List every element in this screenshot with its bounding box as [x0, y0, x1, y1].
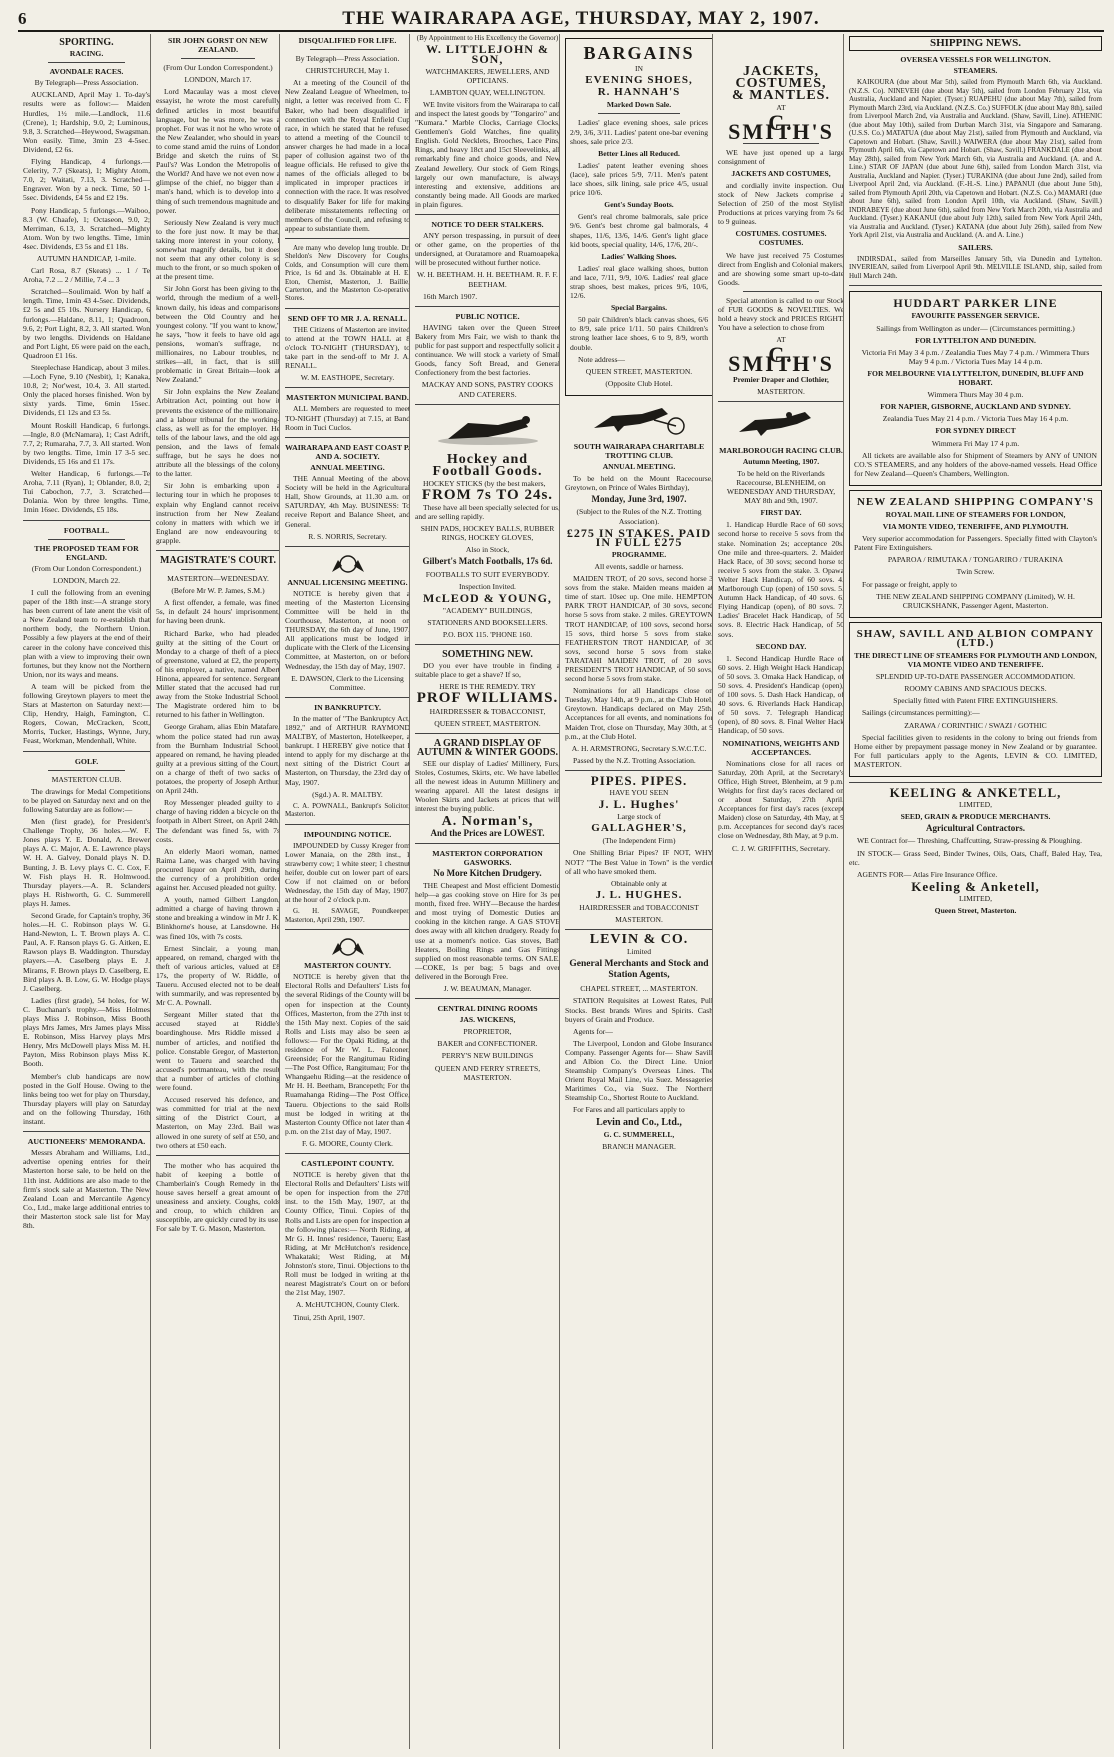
- programme-heading: PROGRAMME.: [611, 549, 667, 559]
- sunday-paragraph: Gent's real chrome balmorals, sale price 9/6. Gent's best chrome gal balmorals, 4 shapes, 11/6, 13/6, 14/6. Gent's light glace kid boots, special quality, 14/6, 17/6, 20/-.: [570, 212, 708, 249]
- golf-paragraph: Ladies (first grade), 54 holes, for W. C. Buchanan's trophy.—Miss Holmes plays Miss J. Robinson, Miss Booth plays Mrs James, Mrs James plays Miss E. Robinson, Miss Harvey plays Mrs Henry, Mrs McDowell plays Miss M. H. Payton, Miss Robinson plays Miss K. Booth.: [23, 995, 150, 1069]
- steamers-heading: STEAMERS.: [953, 66, 998, 76]
- column-ads-b: [559, 34, 718, 1749]
- auctioneers-paragraph: Messrs Abraham and Williams, Ltd., advertise opening entries for their Masterton horse sale, to be held on the 11th inst. Additions are also made to the firm's stock sale at Masterton. The New Zealand Loan and Mercantile Agency Co., Ltd., make large additional entries to their Masterton stock sale list for May 8th.: [23, 1148, 150, 1230]
- levin-ltd: Levin and Co., Ltd.,: [596, 1116, 682, 1128]
- nzship-apply: For passage or freight, apply to: [862, 579, 957, 589]
- shaw-box: [849, 622, 1102, 777]
- melbourne-rows: Wimmera Thurs May 30 4 p.m.: [927, 390, 1024, 400]
- independent-firm: (The Independent Firm): [602, 836, 676, 846]
- impounding-heading: IMPOUNDING NOTICE.: [303, 829, 392, 839]
- impounding-signature: G. H. SAVAGE, Poundkeeper, Masterton, April 29th, 1907.: [285, 907, 410, 924]
- auctioneers-heading: AUCTIONEERS' MEMORANDA.: [27, 1137, 146, 1147]
- nominations-signature: A. H. ARMSTRONG, Secretary S.W.C.T.C.: [571, 743, 707, 753]
- deer-heading: NOTICE TO DEER STALKERS.: [431, 220, 544, 229]
- keeling-name: KEELING & ANKETELL,: [889, 785, 1062, 801]
- smith-town: MASTERTON.: [757, 386, 805, 396]
- racehorse-illustration: [731, 408, 831, 440]
- shaw-fitted: Specially fitted with Patent FIRE EXTINGUISHERS.: [893, 696, 1058, 706]
- shaw-name: SHAW, SAVILL AND ALBION COMPANY (LTD.): [856, 627, 1095, 649]
- grand-display-paragraph: SEE our display of Ladies' Millinery, Furs, Stoles, Costumes, Skirts, etc. We have labelled all the newest ideas in Autumn Millinery and wearing apparel. All the latest designs in Woolen Skirts and Jackets at prices that will interest the buying public.: [415, 758, 560, 814]
- shaw-sailings: Sailings (circumstances permitting):—: [862, 708, 980, 718]
- levin-fares: For Fares and all particulars apply to: [573, 1105, 685, 1115]
- sendoff-signature: W. M. EASTHOPE, Secretary.: [300, 373, 395, 383]
- dining-trade: BAKER and CONFECTIONER.: [437, 1039, 538, 1049]
- golf-heading: GOLF.: [74, 756, 99, 766]
- annual-meeting-heading: ANNUAL MEETING.: [310, 462, 385, 472]
- trotting-heading: SOUTH WAIRARAPA CHARITABLE TROTTING CLUB.: [573, 441, 705, 460]
- footballs-line: FOOTBALLS TO SUIT EVERYBODY.: [425, 569, 550, 579]
- royal-arms-emblem: [328, 935, 368, 959]
- better-paragraph: Ladies' patent leather evening shoes (lace), sale prices 5/9, 7/11. Men's patent lace shoes, silk lining, sale price 4/5, usual price 10/6.: [570, 160, 708, 198]
- gorst-paragraph: Seriously New Zealand is very much to the fore just now. It may be that, taking more interest in your colony, I somewhat magnify details, but it does not seem that any other colony is so much to the front, or so much spoken of at the present time.: [156, 217, 280, 282]
- walking-paragraph: Ladies' real glace walking shoes, button and lace, 7/11, 9/9, 10/6. Ladies' real glace strap shoes, best makes, prices 9/6, 10/6, 12/6.: [570, 263, 708, 301]
- dining-buildings: PERRY'S NEW BUILDINGS: [441, 1051, 534, 1061]
- jlh-trade: HAIRDRESSER and TOBACCONIST: [579, 902, 699, 912]
- have-you-seen: HAVE YOU SEEN: [609, 788, 669, 797]
- ladies-paragraph: Ladies' glace evening shoes, sale prices 2/9, 3/6, 3/11. Ladies' patent one-bar evening shoes, sale price 2/3.: [570, 118, 708, 146]
- shaw-accommodation: SPLENDID UP-TO-DATE PASSENGER ACCOMMODATION.: [875, 672, 1076, 682]
- gallagher-paragraph: One Shilling Briar Pipes? IF NOT, WHY NOT? "The Best Value in Town" is the verdict of all who have smoked them.: [565, 848, 713, 876]
- magistrate-before: (Before Mr W. P. James, S.M.): [171, 586, 265, 596]
- gorst-heading: SIR JOHN GORST ON NEW ZEALAND.: [168, 36, 268, 55]
- castlepoint-signature: A. McHUTCHON, County Clerk.: [295, 1300, 400, 1310]
- appointment-line: (By Appointment to His Excellency the Governor): [416, 34, 559, 42]
- team-heading: THE PROPOSED TEAM FOR ENGLAND.: [34, 543, 139, 562]
- mcleod-trade: STATIONERS AND BOOKSELLERS.: [427, 617, 548, 627]
- costumes-title: COSTUMES,: [735, 76, 827, 92]
- mcleod-name: McLEOD & YOUNG,: [423, 590, 552, 605]
- bankruptcy-heading: IN BANKRUPTCY.: [314, 702, 381, 712]
- column-notices: [279, 34, 415, 1749]
- magistrate-paragraph: Roy Messenger pleaded guilty to a charge of having ridden a bicycle on the footpath in Albert Street, on April 24th. The defendant was fined 5s, with 7s costs.: [156, 798, 280, 844]
- melbourne-heading: FOR MELBOURNE VIA LYTTELTON, DUNEDIN, BLUFF AND HOBART.: [867, 368, 1084, 388]
- annual-meeting: ANNUAL MEETING.: [602, 462, 676, 472]
- team-date: LONDON, March 22.: [52, 575, 121, 585]
- hockey-items: SHIN PADS, HOCKEY BALLS, RUBBER RINGS, HOCKEY GLOVES,: [420, 524, 555, 543]
- nzship-vessels: PAPAROA / RIMUTAKA / TONGARIRO / TURAKINA: [887, 555, 1064, 565]
- nzship-line: ROYAL MAIL LINE OF STEAMERS FOR LONDON,: [885, 509, 1066, 519]
- trotting-stakes: £275 IN STAKES. PAID IN FULL £275: [566, 525, 712, 549]
- bankruptcy-solicitor: C. A. POWNALL, Bankrupt's Solicitor, Masterton.: [285, 801, 410, 819]
- public-notice-paragraph: HAVING taken over the Queen Street Bakery from Mrs Fair, we wish to thank the public for past support and respectfully solicit a continuance. We will stock a variety of Small Goods, fancy Soft Bread, and General Confectionery from the best factories.: [415, 322, 560, 378]
- costumes-repeat: COSTUMES. COSTUMES. COSTUMES.: [735, 229, 827, 248]
- marked-down: Marked Down Sale.: [606, 100, 672, 110]
- levin-agents-list: The Liverpool, London and Globe Insurance Company. Passenger Agents for— Shaw Savill and Albion Co. the Direct Line. Union Steamship Company's Overseas Lines. The Orient Royal Mail Line, via Suez. Messageries Maritimes Co., via Suez. The Northern Steamship Co., Shortest Route to Auckland.: [565, 1038, 713, 1103]
- shaw-note: Special facilities given to residents in the colony to bring out friends from Home either by prepayment passage money in New Zealand or by guarantee. For full particulars apply to the Agents, LEVIN & CO. LIMITED, MASTERTON.: [854, 732, 1097, 769]
- dining-heading: CENTRAL DINING ROOMS: [437, 1004, 538, 1014]
- racing-heading: RACING.: [69, 49, 104, 59]
- prof-williams-address: QUEEN STREET, MASTERTON.: [434, 718, 541, 728]
- public-notice-heading: PUBLIC NOTICE.: [455, 311, 520, 321]
- masterton-county-heading: MASTERTON COUNTY.: [304, 961, 391, 971]
- football-goods-title: Football Goods.: [432, 463, 543, 479]
- mount-paragraph: Mount Roskill Handicap, 6 furlongs.—Ingle, 8.0 (McNamara), 1; Cast Adrift, 7.7, 2; Rumaraha, 7.7, 3. All started. Won by two lengths. Time, 1min 17 3-5 sec. Dividends, £5 16s and £1 17s.: [23, 420, 150, 466]
- nominations-paragraph: Nominations for all Handicaps close on Tuesday, May 14th, at 9 p.m., at the Club Hotel, Greytown. Handicaps declared on May 25th. Acceptances for all events, and nominations for Maiden Trot, close on Thursday, May 30th, at 9 p.m., at the Club Hotel.: [565, 686, 713, 741]
- masthead: [18, 8, 1104, 32]
- steamers-list: KAIKOURA (due about Mar 5th), sailed from Plymouth March 6th, via Auckland. (N.Z.S. Co). NINEVEH (due about May 5th), sailed from London February 21st, via Australia, Auckland and Napier. (Tyser.) RUAPEHU (due about May 7th), sailed from Plymouth March 23rd, via Auckland. (N.Z.S. Co.) SUFFOLK (due about May 8th), sailed from Liverpool March 2nd, via Australia and Auckland. (Shaw, Savill, Line). ATHENIC (due about May 10th), sailed from Durban March 31st, via Singapore and Samarang. (U.S.S. Co.) MATATUA (due about May 21st), sailed from Plymouth and Auckland, via Capetown and Hobart. (Shaw, Savill.) WAIWERA (due about May 21st), sailed from Plymouth April 6th, via Capetown and Hobart. (Shaw, Savill.) FRANKDALE (due about May 28th), sailed from New York March 6th, via Australia and Auckland. (A. and A. Line.) STAR OF JAPAN (due about June 6th), sailed from London March 31st, via Australia, Auckland and Napier. (Tyser.) TURAKINA (due about June 2nd), sailed from Liverpool April 2nd, via Auckland. (F.-H.-S. Line.) PAPANUI (due about June 5th), sailed from Plymouth April 20th, via Capetown and Hobart. (N.Z.S. Co.) MAMARI (due about June 6th), sailed from London April 10th, via Auckland. (Shaw, Savill.) INDRABEYE (due about June 6th), sailed from New York March 20th, via Australia and Auckland. (Tyser.) KAKANUI (due about July 12th), sailed from New York April 24th, via Australia and Auckland. (Tyser.) KATANA (due about July 26th), sailed from New York April 21st, via Australia and Auckland. (A. and A. Line.): [849, 78, 1102, 240]
- dining-proprietor: PROPRIETOR,: [463, 1027, 512, 1037]
- jlh-name: J. L. HUGHES.: [595, 888, 683, 901]
- note-address: Note address—: [578, 354, 626, 364]
- golf-paragraph: Men (first grade), for President's Challenge Trophy, 36 holes.—W. F. Jones plays Y. E. Donald, A. Brewer plays A. C. Major, A. E. Lawrence plays W. H. A. Galvey, Donald plays N. D. Bunting, J. B. Levy plays C. C. Cox, F. W. Fish plays H. R. Holmwood. Thursday players.—A. R. Sclanders plays H. Rishworth, G. C. Summerell plays H. James.: [23, 817, 150, 908]
- keeling-name: Keeling & Anketell,: [911, 878, 1040, 894]
- at-line: AT: [776, 103, 786, 113]
- trotting-date: Monday, June 3rd, 1907.: [591, 494, 687, 505]
- smith-paragraph: and cordially invite inspection. Our stock of New Jackets comprise a Selection of 250 of the most Stylish Productions at prices varying from 7s 6d to 9 guineas.: [718, 180, 844, 227]
- sendoff-heading: SEND OFF TO MR J. A. RENALL.: [287, 313, 408, 323]
- keeling-trade: SEED, GRAIN & PRODUCE MERCHANTS.: [900, 812, 1051, 822]
- team-paragraph: A team will be picked from the following Greytown players to meet the Stars at Masterton on Saturday next:—Clip, Hendry, Haigh, Famington, C. Rogers, Cowan, McCracken, Scott, Morris, Tucker, Hastings, Wynne, Jury, Feast, Workman, Mendenhall, White.: [23, 681, 150, 746]
- band-paragraph: ALL Members are requested to meet TO-NIGHT (Thursday) at 7.15, at Band Room in Tuci Cuclos.: [285, 404, 410, 432]
- twin-screw: Twin Screw.: [956, 567, 995, 577]
- huddart-name: HUDDART PARKER LINE: [893, 296, 1058, 311]
- oversea-heading: OVERSEA VESSELS FOR WELLINGTON.: [900, 55, 1051, 65]
- bankruptcy-paragraph: In the matter of "The Bankruptcy Act, 1892," and of ARTHUR RAYMOND MALTBY, of Masterton, Hotelkeeper, a bankrupt. I HEREBY give notice that I intend to apply for my discharge at the next sitting of the District Court at Masterton, on Thursday, the 23rd day of May, 1907.: [285, 713, 410, 787]
- dining-name: JAS. WICKENS,: [459, 1015, 516, 1025]
- special-paragraph: 50 pair Children's black canvas shoes, 6/6 to 8/9, sale price 1/11. 50 pairs Children's strong leather lace shoes, 6 to 9, 8/9, worth double.: [570, 315, 708, 352]
- avondale-byline: By Telegraph—Press Association.: [34, 78, 139, 88]
- huddart-box: [849, 291, 1102, 486]
- hockey-paragraph: These have all been specially selected for us, and are selling rapidly.: [415, 502, 560, 522]
- golf-paragraph: The drawings for Medal Competitions to be played on Saturday next and on the following Saturday are as follow:—: [23, 786, 150, 814]
- summerell-name: G. C. SUMMERELL,: [603, 1129, 675, 1139]
- disqualified-byline: By Telegraph—Press Association.: [295, 54, 400, 64]
- prof-williams-trade: HAIRDRESSER & TOBACCONIST,: [429, 706, 546, 716]
- nzship-paragraph: Very superior accommodation for Passengers. Specially fitted with Clayton's Patent Fire Extinguishers.: [854, 534, 1097, 553]
- castlepoint-date: Tinui, 25th April, 1907.: [293, 1312, 365, 1322]
- remedy-line: HERE IS THE REMEDY. TRY: [439, 682, 536, 692]
- shaw-line: THE DIRECT LINE OF STEAMERS FOR PLYMOUTH AND LONDON, VIA MONTE VIDEO AND TENERIFFE.: [854, 651, 1097, 670]
- mcleod-box: P.O. BOX 115. 'PHONE 160.: [442, 630, 533, 639]
- steeple-paragraph: Steeplechase Handicap, about 3 miles.—Loch Fyne, 9.10 (Nesbit), 1; Kanaka, 10.8, 2; Nor'west, 10.4, 3. All started. Only the placed horses finished. Won by sixty yards. Time, 6min 15sec. Dividends, £1 12s and £3 5s.: [23, 363, 150, 418]
- norman-prices: And the Prices are LOWEST.: [430, 827, 545, 838]
- hockey-sticks: HOCKEY STICKS (by the best makers,: [423, 478, 546, 488]
- annual-meeting-paragraph: THE Annual Meeting of the above Society will be held in the Agricultural Hall, Show Grounds, at 11.30 a.m. on SATURDAY, 4th May. BUSINESS: To receive Report and Balance Sheet, and General.: [285, 474, 410, 529]
- magistrate-paragraph: An elderly Maori woman, named Raima Lane, was charged with having procured liquor on April 29th, during the currency of a prohibition order against her. Accused pleaded not guilty.: [156, 846, 280, 893]
- licensing-signature: E. DAWSON, Clerk to the Licensing Committee.: [291, 673, 404, 692]
- football-heading: FOOTBALL.: [63, 525, 110, 535]
- huddart-note: All tickets are available also for Shipment of Steamers by ANY of UNION CO.'S STEAMERS, and any holders of the above-named vessels. Head Office for New Zealand—Queen's Chambers, Wellington.: [854, 450, 1097, 478]
- keeling-address: Queen Street, Masterton.: [934, 905, 1017, 915]
- second-day: SECOND DAY.: [755, 641, 807, 651]
- special-attention: Special attention is called to our Stock of FUR GOODS & NOVELTIES. We hold a heavy stock and PRICES RIGHT. You have a selection to chose from: [718, 295, 844, 333]
- nominations-signature: C. J. W. GRIFFITHS, Secretary.: [731, 843, 830, 853]
- shaw-rooms: ROOMY CABINS AND SPACIOUS DECKS.: [904, 684, 1047, 694]
- licensing-heading: ANNUAL LICENSING MEETING.: [287, 577, 408, 587]
- lyttelton-rows: Victoria Fri May 3 4 p.m. / Zealandia Tues May 7 4 p.m. / Wimmera Thurs May 9 4 p.m. / Victoria Tues May 14 4 p.m.: [861, 347, 1090, 366]
- huddart-sailings: Sailings from Wellington as under— (Circumstances permitting.): [876, 323, 1075, 333]
- sydney-rows: Wimmera Fri May 17 4 p.m.: [931, 438, 1020, 448]
- sporting-heading: SPORTING.: [59, 37, 114, 48]
- shipping-heading: SHIPPING NEWS.: [849, 36, 1102, 51]
- keeling-limited: LIMITED,: [958, 800, 993, 810]
- trotting-paragraph: To be held on the Mount Racecourse, Greytown, on Prince of Wales Birthday),: [565, 474, 713, 493]
- autumn-meeting: Autumn Meeting, 1907.: [742, 456, 820, 466]
- programme-note: All events, saddle or harness.: [594, 561, 684, 571]
- column-gorst: [150, 34, 285, 1749]
- huddart-favourite: FAVOURITE PASSENGER SERVICE.: [911, 311, 1040, 321]
- smith-name: C. SMITH'S: [728, 342, 834, 377]
- sailers-heading: SAILERS.: [958, 242, 993, 252]
- band-heading: MASTERTON MUNICIPAL BAND.: [286, 393, 409, 403]
- nzship-name: NEW ZEALAND SHIPPING COMPANY'S: [856, 495, 1095, 508]
- public-notice-firm: MACKAY AND SONS, PASTRY COOKS AND CATERERS.: [421, 380, 554, 399]
- sunday-boots: Gent's Sunday Boots.: [604, 200, 674, 210]
- first-day: FIRST DAY.: [760, 508, 802, 518]
- lyttelton-heading: FOR LYTTELTON AND DUNEDIN.: [915, 335, 1036, 345]
- better-lines: Better Lines all Reduced.: [598, 148, 680, 158]
- avondale-paragraph: AUCKLAND, April May 1. To-day's results were as follow:— Maiden Hurdles, 1½ mile.—Landlock, 11.6 (Crene), 1; Hardship, 9.0, 2; Luminous, 9.8, 3. Scratched—Heywood, Swagsman. Won easily. Time, 3min 23 4-5sec. Dividend, £2 6s.: [23, 90, 150, 154]
- avondale-paragraph: Pony Handicap, 5 furlongs.—Waiboo, 8.3 (W. Chaafe), 1; Octaseon, 9.0, 2; Merriman, 6.13, 3. Scratched—Mighty Atom. Won by two lengths. Time, 1min 4sec. Dividends, £3 5s and £1 18s.: [23, 205, 150, 251]
- impounding-paragraph: IMPOUNDED by Cussy Kreger from Lower Manaia, on the 28th inst., 1 strawberry cow; 1 white steer; 1 chestnut heifer, double cut on lower part of ears. Cow if not claimed on or before Wednesday, the 15th day of May, 1907, at the hour of 2 o'clock p.m.: [285, 840, 410, 905]
- agents-paragraph: AGENTS FOR— Atlas Fire Insurance Office.: [857, 869, 998, 879]
- avondale-heading: AVONDALE RACES.: [49, 67, 124, 77]
- gorst-byline: (From Our London Correspondent.): [163, 63, 273, 73]
- nominations-heading: NOMINATIONS, WEIGHTS AND ACCEPTANCES.: [722, 738, 840, 757]
- littlejohn-name: W. LITTLEJOHN & SON,: [426, 42, 549, 66]
- littlejohn-trade: WATCHMAKERS, JEWELLERS, AND OPTICIANS.: [425, 66, 550, 85]
- licensing-paragraph: NOTICE is hereby given that a meeting of the Masterton Licensing Committee will be held in the Courthouse, Masterton, at noon on THURSDAY, the 6th day of June, 1907. All applications must be lodged in duplicate with the Clerk of the Licensing Committee, at Masterton, on or before Wednesday, the 15th day of May, 1907.: [285, 588, 410, 671]
- levin-limited: Limited: [626, 947, 652, 957]
- magistrate-paragraph: Richard Barke, who had pleaded guilty at the sitting of the Court on Monday to a charge of theft of a piece of greenstone, valued at £2, the property of his employer, a native, named Albert Hinona, appeared for sentence. Sergeant Miller stated that the accused had run away from the Stoke Industrial School. The Magistrate ordered him to be returned to his father in Wellington.: [156, 628, 280, 720]
- wairarapa-society-heading: WAIRARAPA AND EAST COAST P. AND A. SOCIETY.: [285, 442, 410, 461]
- pipes-title: PIPES. PIPES.: [590, 772, 688, 788]
- nzship-via: VIA MONTE VIDEO, TENERIFFE, AND PLYMOUTH.: [882, 522, 1069, 532]
- magistrate-paragraph: Sergeant Miller stated that the accused stayed at Riddle's boardinghouse. Mrs Riddle missed a number of articles, and notified the police. Constable Gregor, of Masterton, went to Taueru and searched the accused's portmanteau, with the result that a number of articles of clothing were found.: [156, 1010, 280, 1093]
- hockey-title: Hockey and: [446, 451, 529, 467]
- smith-name: C. SMITH'S: [728, 110, 834, 145]
- evening-shoes: EVENING SHOES,: [585, 74, 693, 87]
- disqualified-paragraph: At a meeting of the Council of the New Zealand League of Wheelmen, to-night, a letter was received from C. F. Baker, who had been disqualified in connection with the Royal Enfield Cup race, in which he stated that he refused to attend a meeting of the Council to answer charges he had made in a local paper of collusion against two of the league officials. He refused to give the names of the officials alleged to be implicated in improper practices in connection with the race. It was resolved to disqualify Baker for life for making deliberate misstatements reflecting on members of the Council, and refusing to appear to substantiate them.: [285, 78, 410, 233]
- levin-paragraph: STATION Requisites at Lowest Rates, Pull Stocks. Best brands Wires and Spirits. Cash buyers of Grain and Produce.: [565, 996, 713, 1024]
- trotting-subject: (Subject to the Rules of the N.Z. Trotting Association).: [576, 507, 702, 526]
- dining-address: QUEEN AND FERRY STREETS, MASTERTON.: [434, 1063, 541, 1082]
- masthead-title: THE WAIRARAPA AGE, THURSDAY, MAY 2, 1907.: [342, 8, 820, 29]
- team-paragraph: I cull the following from an evening paper of the 18th inst:—A strange story has been current of late anent the visit of a New Zealand team to re-establish that northern body, the Northern Union. Possibly a few players at the end of their career in the colony have conceived this plan with a view to improving their own fortunes, but they know not the Northern Union, nor its ways and means.: [23, 587, 150, 679]
- levin-address: CHAPEL STREET, ... MASTERTON.: [580, 984, 698, 994]
- lung-ad: Are many who develop lung trouble. Dr. Sheldon's New Discovery for Coughs, Colds, and Consumption will cure them. Price, 1s 6d and 3s. Obtainable at H. E. Eton, Chemist, Masterton, J. Baillie, Carterton, and the Masterton Co-operative Stores.: [285, 243, 410, 303]
- avondale-paragraph: Flying Handicap, 4 furlongs.—Celerity, 7.7 (Skeats), 1; Mighty Atom, 7.0, 2; Waitati, 7.13, 3. Scratched—Engraver. Won by a neck. Time, 50 1-5sec. Dividends, £4 5s and £2 19s.: [23, 157, 150, 203]
- magistrate-paragraph: George Graham, alias Ebin Matafare, whom the police stated had run away from the Burnham Industrial School, appeared on remand, he having pleaded guilty at a previous sitting of the Court, on a charge of theft of two sacks of potatoes, the property of Joseph Arthur, on April 24th.: [156, 722, 280, 796]
- deer-paragraph: ANY person trespassing, in pursuit of deer or other game, on the properties of the undersigned, at Ouratamore and Ruamoapeka, will be prosecuted without further notice.: [415, 231, 560, 268]
- magistrate-paragraph: Accused reserved his defence, and was committed for trial at the next sitting of the District Court, at Masterton, on May 23rd. Bail was allowed in one surety of self at £50, and two others at £50 each.: [156, 1095, 280, 1150]
- deer-signature: W. H. BEETHAM. H. H. BEETHAM. R. F. F. BEETHAM.: [417, 270, 558, 289]
- obtainable-line: Obtainable only at: [610, 878, 668, 888]
- nominations-paragraph: Nominations close for all races on Saturday, 20th April, at the Secretary's Office, High Street, Blenheim, at 9 p.m. Weights for first day's races declared on or about Saturday, 27th April. Acceptances for first day's races (except Maiden) close on Saturday, 4th May, at 9 p.m. Acceptances for second day's races close on Wednesday, 8th May, at 9 p.m.: [718, 758, 844, 841]
- jlh-address: MASTERTON.: [615, 915, 663, 925]
- welter-paragraph: Welter Handicap, 6 furlongs.—Te Aroha, 7.11 (Ryan), 1; Oblander, 8.0, 2; Tui Cabochon, 7.7, 3. Scratched—Dolania. Won by three lengths. Time, 1min 16sec. Dividends, £5 18s.: [23, 469, 150, 515]
- branch-manager: BRANCH MANAGER.: [602, 1141, 676, 1151]
- hockey-price: FROM 7s TO 24s.: [421, 486, 554, 503]
- bargains-title: BARGAINS: [583, 43, 695, 63]
- agri-heading: Agricultural Contractors.: [926, 823, 1025, 834]
- kitchen-signature: J. W. BEAUMAN, Manager.: [443, 984, 532, 993]
- something-new-paragraph: DO you ever have trouble in finding a suitable place to get a shave? If so,: [415, 661, 560, 680]
- page-number: 6: [18, 9, 27, 28]
- castlepoint-heading: CASTLEPOINT COUNTY.: [301, 1159, 394, 1168]
- castlepoint-paragraph: NOTICE is hereby given that the Electoral Rolls and Defaulters' Lists will be open for inspection from the 27th inst. to the 15th May, 1907, at the County Office, Tinui. Copies of the Rolls and Lists are open for inspection at the following places:— North Riding, at Mr G. H. Innes' residence, Taueru; East Riding, at Mr McHutchon's residence, Whakataki; West Riding, at Mr Johnston's store, Tinui. Objections to the Roll must be lodged in writing at the nearest Magistrate's Court on or before the 21st May, 1907.: [285, 1170, 410, 1298]
- annual-meeting-signature: R. S. NORRIS, Secretary.: [308, 531, 387, 541]
- disqualified-heading: DISQUALIFIED FOR LIFE.: [298, 36, 397, 45]
- hockey-also: Also in Stock,: [465, 545, 510, 555]
- gasworks-heading: MASTERTON CORPORATION GASWORKS.: [432, 848, 543, 867]
- grand-display-heading: A GRAND DISPLAY OF AUTUMN & WINTER GOODS.: [417, 737, 558, 758]
- hockey-player-illustration: [428, 411, 548, 449]
- jackets-costumes: JACKETS AND COSTUMES,: [731, 168, 831, 178]
- column-shipping: [843, 34, 1107, 1749]
- trotting-horse-illustration: [584, 402, 694, 436]
- programme-paragraph: MAIDEN TROT, of 20 sovs, second horse 3 sovs from the stake. Maiden means maiden at time of start. 10sec up. One mile. HEMPTON PARK TROT HANDICAP, of 30 sovs, second horse 5 sovs from stake. 2 miles. GREYTOWN TROT HANDICAP, of 100 sovs, second horse 15 sovs, third horse 5 sovs from stake. FEATHERSTON TROT HANDICAP, of 30 sovs, second horse 5 sovs from stake. TARATAHI MAIDEN TROT, of 20 sovs. PRESIDENT'S TROT HANDICAP, of 50 sovs, second horse 5 sovs from stake.: [565, 574, 713, 684]
- magistrate-paragraph: Ernest Sinclair, a young man, appeared, on remand, charged with the theft of various articles, valued at £8 17s, the property of W. Riddle, of Taueru. Accused elected not to be dealt with summarily, and was represented by Mr C. A. Pownall.: [156, 943, 280, 1008]
- magistrate-sub: MASTERTON—WEDNESDAY.: [167, 574, 269, 584]
- marlborough-paragraph: To be held on the Riverlands Racecourse, BLENHEIM, on WEDNESDAY AND THURSDAY, MAY 8th and 9th, 1907.: [726, 468, 836, 506]
- mcleod-building: "ACADEMY" BUILDINGS,: [442, 605, 533, 615]
- stock-paragraph: IN STOCK— Grass Seed, Binder Twines, Oils, Oats, Chaff, Baled Hay, Tea, etc.: [849, 848, 1102, 867]
- at-line: AT: [776, 335, 786, 345]
- column-ads-a: [409, 34, 565, 1749]
- column-smith: [712, 34, 849, 1749]
- cough-remedy-ad: The mother who has acquired the habit of keeping a bottle of Chamberlain's Cough Remedy in the house saves herself a great amount of uneasiness and anxiety. Coughs, colds and croup, to which children are susceptible, are quickly cured by its use. For sale by T. G. Mason, Masterton.: [156, 1160, 280, 1234]
- kitchen-heading: No More Kitchen Drudgery.: [433, 867, 542, 878]
- first-day-list: 1. Handicap Hurdle Race of 60 sovs; second horse to receive 5 sovs from the stake. Nomination 2s; acceptance 20s. One mile and three-quarters. 2. Maiden Hack Race, of 30 sovs; second horse to receive 5 sovs from the stake. 3. Opawa Welter Hack Handicap, of 60 sovs. 4. Marlborough Cup (open) of 150 sovs. 5. Autumn Hack Handicap, of 40 sovs. 6. Flying Handicap (open), of 80 sovs. 7. Ladies' Bracelet Hack Handicap, of 50 sovs. 8. Electric Hack Handicap, of 50 sovs.: [718, 520, 844, 639]
- sendoff-paragraph: THE Citizens of Masterton are invited to attend at the TOWN HALL at 8 o'clock TO-NIGHT (THURSDAY), to take part in the send-off to Mr J. A. RENALL.: [285, 324, 410, 371]
- bargains-in: IN: [634, 64, 643, 74]
- magistrate-heading: MAGISTRATE'S COURT.: [160, 554, 276, 566]
- gilbert-footballs: Gilbert's Match Footballs, 17s 6d.: [422, 556, 553, 567]
- hannah-address: QUEEN STREET, MASTERTON.: [585, 366, 693, 376]
- prof-williams-name: PROF WILLIAMS.: [416, 690, 559, 707]
- hannah-bargains-box: [565, 38, 713, 396]
- column-sporting: [18, 34, 155, 1749]
- marlborough-heading: MARLBOROUGH RACING CLUB.: [719, 445, 843, 455]
- hannah-opposite: (Opposite Club Hotel.: [605, 378, 673, 388]
- nzship-agent: THE NEW ZEALAND SHIPPING COMPANY (Limited), W. H. CRUICKSHANK, Passenger Agent, Masterton.: [876, 591, 1075, 610]
- autumn-heading: AUTUMN HANDICAP, 1-mile.: [36, 253, 137, 263]
- magistrate-paragraph: A youth, named Gilbert Langdon, admitted a charge of having thrown a stone and breaking a window in Mr J. K. Blinkhorne's house, at Lansdowne. He was fined 10s, with 7s costs.: [156, 895, 281, 941]
- napier-rows: Zealandia Tues May 21 4 p.m. / Victoria Tues May 16 4 p.m.: [882, 414, 1069, 424]
- littlejohn-paragraph: WE Invite visitors from the Wairarapa to call and inspect the latest goods by "Tongariro" and "Kumara." Marble Clocks, Carriage Clocks, Gentlemen's Gold Watches, fine quality English. Gold Necklets, Brooches, Lace Pins, Rings, and heavy 18ct and 15ct Sleevelinks, all remarkably fine and choice goods, and New Zealand Jewellery. Our stock of Gem Rings, largely our own manufacture, is always interesting and extensive, additions are constantly being made. All Goods are marked in plain figures.: [415, 99, 560, 209]
- levin-name: LEVIN & CO.: [589, 932, 689, 948]
- gorst-paragraph: Sir John Gorst has been giving to the world, through the medium of a well-known daily, his ideas and comparisons between the Old Country and her youngest colony. "If you want to know," he says, "how it feels to have old age pensions, woman's suffrage, no millionaires, no Labour troubles, no strikes—all, in fact, that is still problematic in Great Britain—look at New Zealand.": [156, 284, 280, 385]
- inspection-line: Inspection Invited.: [459, 581, 516, 591]
- large-stock: Large stock of: [617, 812, 661, 822]
- keeling-limited: LIMITED,: [958, 893, 993, 903]
- golf-paragraph: Second Grade, for Captain's trophy, 36 holes.—H. C. Robinson plays W. G. Hand-Newton, L. T. Brown plays A. C. Paul, A. F. Ranson plays G. G. Aitken, E. Rawson plays B. Waddington. Thursday players.—A. Caselberg plays E. J. Mirams, F. Brown plays D. Caselberg, E. Bird plays A. B. Low, G. W. Hodge plays J. Caselberg.: [23, 910, 150, 993]
- autumn-list: Carl Rosa, 8.7 (Skeats) ... 1 / Te Aroha, 7.2 ... 2 / Millie, 7.4 ... 3: [23, 266, 150, 285]
- royal-arms-emblem: [328, 552, 368, 576]
- autumn-paragraph: Scratched—Soulimaid. Won by half a length. Time, 1min 43 4-5sec. Dividends, £2 5s and £5 10s. Nursery Handicap, 6 furlongs.—Haldane, 8.11, 1; Quadroon, 9.6, 2; Port Light, 8.2, 3. All started. Won by two lengths. Dividends on Haldane and Port Light, £6 were paid on the each, Quadroon £1 16s.: [23, 287, 150, 360]
- gorst-paragraph: Sir John explains the New Zealand Arbitration Act, pointing out how it prevents the existence of the millionaire, and a labour tribunal for the working-class, as well as for the employer. He tells of the labour laws, and the old age pension, and the laws of female suffrage, but he says he does not attribute all the blessings of the colony to the latter.: [156, 387, 280, 479]
- jackets-title: JACKETS,: [742, 64, 820, 79]
- napier-heading: FOR NAPIER, GISBORNE, AUCKLAND AND SYDNEY.: [880, 402, 1071, 412]
- gallagher-name: GALLAGHER'S,: [591, 822, 687, 835]
- levin-trade: General Merchants and Stock and Station Agents,: [569, 959, 709, 981]
- deer-date: 16th March 1907.: [423, 291, 478, 301]
- norman-name: A. Norman's,: [441, 813, 534, 829]
- team-byline: (From Our London Correspondent.): [31, 563, 142, 573]
- agri-paragraph: WE Contract for— Threshing, Chaffcutting, Straw-pressing & Ploughing.: [857, 836, 1082, 846]
- littlejohn-address: LAMBTON QUAY, WELLINGTON.: [429, 87, 546, 97]
- hughes-name: J. L. Hughes': [598, 797, 680, 812]
- something-new-heading: SOMETHING NEW.: [442, 649, 533, 661]
- gorst-paragraph: Lord Macaulay was a most clever essayist, he wrote the most carefully defined articles in most beautiful language, but he was more, he was a prophet. For was it not he who wrote of the New Zealander, who should in years to come stand amid the ruins of London Bridge and sketch the ruins of St. Paul's? Was London the Metropolis of the World? And have we not even now a glimpse of the chief, no bigger than a man's hand, which is to develop into a thing of such tremendous magnitude and power.: [156, 87, 280, 215]
- sailers-list: INDIRSDAL, sailed from Marseilles January 5th, via Dunedin and Lyttelton. INVERIEAN, sailed from Liverpool April 9th. MELVILLE ISLAND, ship, sailed from Hull March 24th.: [849, 254, 1102, 280]
- shaw-vessels: ZARAWA / CORINTHIC / SWAZI / GOTHIC: [904, 720, 1047, 730]
- magistrate-paragraph: A first offender, a female, was fined 5s, in default 24 hours' imprisonment, for having been drunk.: [156, 598, 280, 626]
- special-bargains: Special Bargains.: [610, 303, 668, 313]
- golf-paragraph: Member's club handicaps are now posted in the Golf House. Owing to the links being too wet for play on Thursday, Thursday players will play on Saturday and on the following Thursday, 16th instant.: [23, 1071, 150, 1127]
- smith-paragraph: WE have just opened up a large consignment of: [718, 147, 844, 166]
- passed-line: Passed by the N.Z. Trotting Association.: [573, 755, 696, 765]
- hannah-name: R. HANNAH'S: [597, 86, 681, 99]
- second-day-list: 1. Second Handicap Hurdle Race of 60 sovs. 2. High Weight Hack Handicap, of 50 sovs. 3. Omaka Hack Handicap, of 50 sovs. 4. President's Handicap (open), of 100 sovs. 5. Dash Hack Handicap, of 40 sovs. 6. Riverlands Hack Handicap, of 50 sovs. 7. Telegraph Handicap (open), of 80 sovs. 8. Final Welter Hack Handicap, of 50 sovs.: [718, 653, 844, 736]
- masterton-county-signature: F. G. MOORE, County Clerk.: [302, 1138, 393, 1148]
- golf-club: MASTERTON CLUB.: [51, 774, 122, 784]
- smith-paragraph: We have just received 75 Costumes direct from English and Colonial makers, and are showing some smart up-to-date Goods.: [718, 250, 844, 287]
- kitchen-paragraph: THE Cheapest and Most efficient Domestic help—a gas cooking stove on Hire for 3s per month, fixed free. WHY—Because the hardest and most trying of Domestic Duties are cooking in the kitchen range. A GAS STOVE does away with all kitchen drudgery. Ready for use at a moment's notice. Gas stoves, Bath Heaters, Boiling Rings and Gas Fittings supplied on most reasonable terms. ON SALE.—COKE, 1s per bag; 5 bags and over delivered in the Borough Free.: [415, 880, 560, 981]
- levin-agents: Agents for—: [573, 1026, 613, 1036]
- gorst-date: LONDON, March 17.: [184, 75, 252, 85]
- nzship-box: [849, 490, 1102, 618]
- bankruptcy-signature: (Sgd.) A. R. MALTBY.: [312, 789, 383, 799]
- mantles-title: & MANTLES.: [732, 88, 830, 104]
- sydney-heading: FOR SYDNEY DIRECT: [935, 426, 1016, 436]
- disqualified-date: CHRISTCHURCH, May 1.: [305, 66, 390, 76]
- masterton-county-paragraph: NOTICE is hereby given that the Electoral Rolls and Defaulters' Lists for the several Ridings of the County will be open for inspection at the County Offices, Masterton, from the 27th inst to the 15th May next. Copies of the said Rolls and Lists may also be seen as follows:— For the Opaki Riding, at the residence of Mr W. L. Falconer, Greenside; For the Rangitumau Riding—The Post Office, Rangitumau; For the Whangaehu Riding—at the residence of Mr H. H. Beetham, Brancepeth; For the Ruamahanga Riding—The Post Office, Taueru. Objections to the said Rolls must be lodged in writing at the Masterton County Office not later than 4 p.m. on the 21st day of May, 1907.: [285, 972, 410, 1136]
- premier-draper: Premier Draper and Clothier,: [733, 374, 829, 384]
- walking-shoes: Ladies' Walking Shoes.: [601, 251, 677, 261]
- gorst-paragraph: Sir John is embarking upon a lecturing tour in which he proposes to explain why England cannot receive instruction from her New Zealand colony in matters with which we in England are now endeavouring to grapple.: [156, 481, 280, 545]
